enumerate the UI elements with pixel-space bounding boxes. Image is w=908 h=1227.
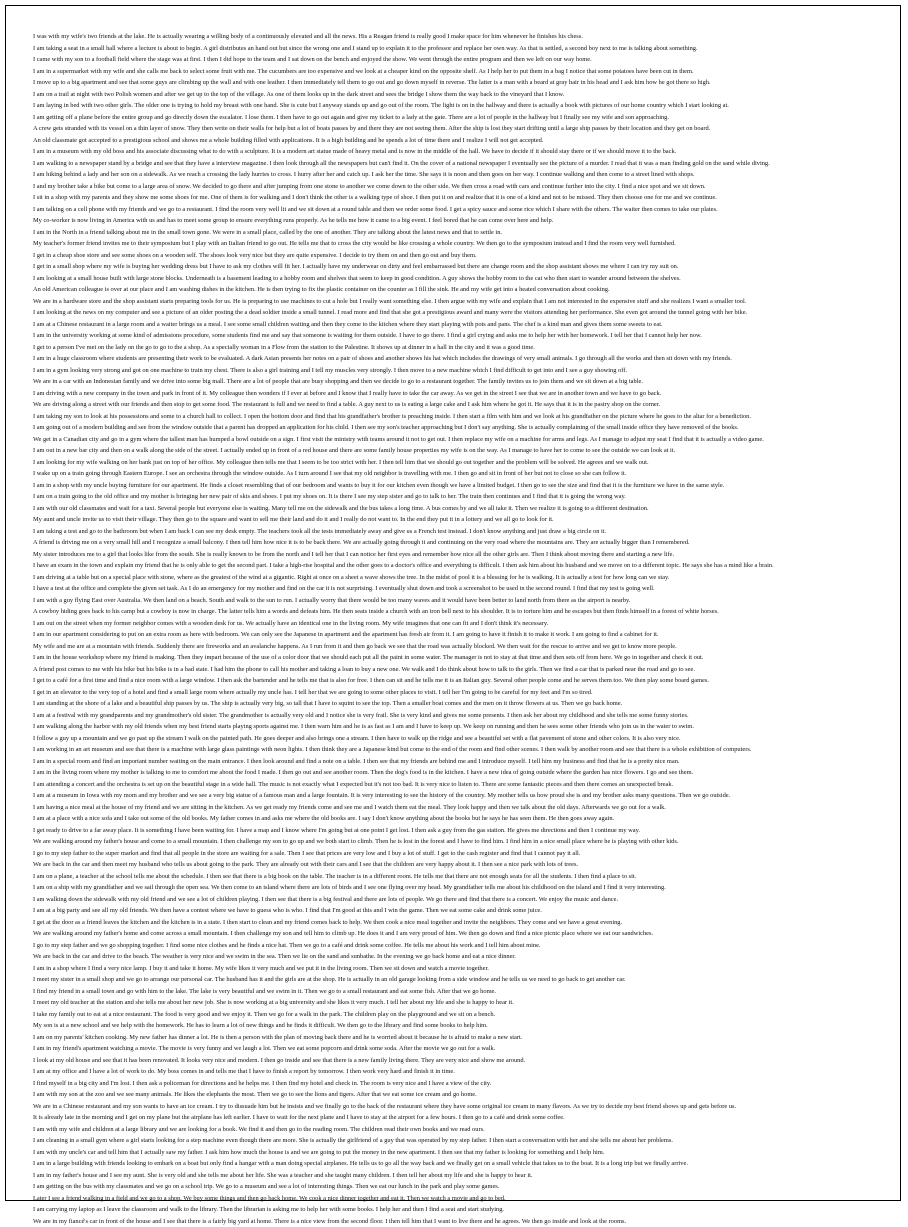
text-line: It is already late in the morning and I get on my plane but the airplane has left earlier. I have to wait for the next plane and I have to stay at the airport for a few hours. I then go to a café and drink some coffee. — [33, 1112, 883, 1124]
text-line: I am laying in bed with two other girls. The older one is trying to hold my breast with one hand. She is cute but I anyway stands up and go out of the room. The light is on in the hallway and there is actually a book with pictures of our home country which I start looking at. — [33, 100, 883, 112]
text-line: We are back in the car and drive to the beach. The weather is very nice and we swim in the sea. Then we lie on the sand and sunbathe. In the evening we go back home and eat a nice dinner. — [33, 951, 883, 963]
text-line: I am in a museum with my old boss and his associate discussing what to do with a sculpture. It is a modern art statue made of heavy metal and is now in the middle of the hall. We have to decide if it should stay there or if we should move it to the back. — [33, 146, 883, 158]
text-line: I am driving with a new company in the town and park in front of it. My colleague then wonders if I ever at before and I know that I really have to take the car away. As we get in the street I see that we are in another town and we have to go back. — [33, 388, 883, 400]
text-line: I am taking a test and go to the bathroom but when I am back I can see my desk empty. The teachers took all the tests immediately away and give us a French test instead. I don't know anything and just draw a big circle on it. — [33, 526, 883, 538]
text-line: I am getting on the bus with my classmates and we go on a school trip. We go to a museum and see a lot of interesting things. Then we eat our lunch in the park and play some games. — [33, 1181, 883, 1193]
text-line: We are in my fiancé's car in front of the house and I see that there is a fairly big yard at home. There is a nice view from the second floor. I then tell him that I want to live there and he agrees. We then go inside and look at the rooms. — [33, 1216, 883, 1227]
text-line: I am in the North in a friend talking about me in the small town gone. We were in a small place, called by the one of another. They are talking about the latest news and that to settle in. — [33, 227, 883, 239]
text-line: I came with my son to a football field where the stage was at first. I then I did hope to the team and I sat down on the bench and enjoyed the show. We went through the entire program and then we left on our way home. — [33, 54, 883, 66]
text-line: I sit in a shop with my parents and they show me some shoes for me. One of them is for walking and I don't think the other is a walking type of shoe. I then put it on and realize that it is one of a kind and not to be missed. They then choose one for me and we continue. — [33, 192, 883, 204]
text-line: I go to my step father to the super market and find that all people in the store are waiting for a sale. Then I see that prices are very low and I buy a lot of stuff. I get to the cash register and find that I cannot pay it all. — [33, 848, 883, 860]
text-line: I find myself in a big city and I'm lost. I then ask a policeman for directions and he helps me. I then find my hotel and check in. The room is very nice and I have a view of the city. — [33, 1078, 883, 1090]
text-line: I am with my uncle's car and tell him that I actually saw my father. I ask him how much the house is and we are going to put the money in the new apartment. I then see that my father is looking for something and I help him. — [33, 1147, 883, 1159]
text-line: I am having a nice meal at the house of my friend and we are sitting in the kitchen. As we get ready my friends come and see me and I watch them eat the meal. They look happy and then we talk about the old days. Afterwards we go out for a walk. — [33, 802, 883, 814]
text-line: I am in a supermarket with my wife and she calls me back to select some fruit with me. The cucumbers are too expensive and we look at a cheaper kind on the opposite shelf. As I help her to put them in a bag I notice that some potatoes have been cut in them. — [33, 66, 883, 78]
text-line: I am in a special room and find an important number waiting on the main entrance. I then look around and find a note on a table. I then see that my friends are behind me and I introduce myself. I tell him my business and find that he is a pretty nice man. — [33, 756, 883, 768]
text-line: I am carrying my laptop as I leave the classroom and walk to the library. Then the librarian is asking me to help her with some books. I help her and then I find a seat and start studying. — [33, 1204, 883, 1216]
text-line: My co-worker is now living in America with us and has to meet some group to ensure everything runs properly. As he tells me how it came to a big event. I feel bored that he can come over here and help. — [33, 215, 883, 227]
text-line: I am in a huge classroom where students are presenting their work to be evaluated. A dark Asian presents her notes on a pair of shoes and another shows his hat which includes the drawings of very small animals. I go through all the works and then sit down with my friends. — [33, 353, 883, 365]
text-line: We are in a hardware store and the shop assistant starts preparing tools for us. He is preparing to use machines to cut a hole but I really want something else. I then argue with my wife and explain that I am not interested in the expensive stuff and she realizes I want a smaller tool. — [33, 296, 883, 308]
text-line: An old American colleague is over at our place and I am washing dishes in the kitchen. He is then trying to fix the plastic container on the counter as I fill the sink. He and my wife get into a heated conversation about cooking. — [33, 284, 883, 296]
text-line: I am looking at the news on my computer and see a picture of an older posting the a dead soldier inside a small tunnel. I read more and find that she got a prestigious award and many were the visitors attending her performance. She even got around the tunnel going with her bike. — [33, 307, 883, 319]
text-line: I take my family out to eat at a nice restaurant. The food is very good and we enjoy it. Then we go for a walk in the park. The children play on the playground and we sit on a bench. — [33, 1009, 883, 1021]
text-line: I and my brother take a bike but come to a large area of snow. We decided to go there and after jumping from one stone to another we come down to the other side. We then cross a road with cars and continue further into the city. I find a nice spot and we sit down. — [33, 181, 883, 193]
text-line: A friend is driving me on a very small hill and I recognize a small balcony. I then tell him how nice it is to be back there. We are actually going through it and continuing on the very road where the mountains are. They are actually bigger than I remembered. — [33, 537, 883, 549]
text-line: Later I see a friend walking in a field and we go to a shop. We buy some things and then go back home. We cook a nice dinner together and eat it. Then we watch a movie and go to bed. — [33, 1193, 883, 1205]
text-line: I get in a cheap shoe store and see some shoes on a wooden self. The shoes look very nice but they are quite expensive. I decide to try them on and then go out and buy them. — [33, 250, 883, 262]
text-line: I am talking on a cell phone with my friends and we go to a restaurant. I find the room very well lit and we sit down at a round table and then we order some food. I get a spicy sauce and some rice which I share with the others. The waiter then comes to take our plates. — [33, 204, 883, 216]
text-line: I am at a big party and see all my old friends. We then have a contest where we have to guess who is who. I find that I'm good at this and I win the game. Then we eat some cake and drink some juice. — [33, 905, 883, 917]
text-line: I am in a gym looking very strong and got on one machine to train my chest. There is also a girl training and I tell my muscles very strongly. I then move to a new machine which I find difficult to get into and I see a guy showing off. — [33, 365, 883, 377]
text-line: I am on a trail at night with two Polish women and after we get up to the top of the village. As one of them looks up in the dark street and sees the bridge I show them the way back to the vineyard that I know. — [33, 89, 883, 101]
text-line: My sister introduces me to a girl that looks like from the south. She is really known to be from the north and I tell her that I can notice her first eyes and remember how nice all the other girls are. Then I think about moving there and starting a new life. — [33, 549, 883, 561]
text-line: I am in a shop with my uncle buying furniture for our apartment. He finds a closet resembling that of our bedroom and wants to buy it for our kitchen even though we have a limited budget. I then go to see the size and find that it is the furniture we have in the same style. — [33, 480, 883, 492]
text-line: I am in the living room where my mother is talking to me to comfort me about the food I made. I then go out and see another room. Then the dog's food is in the kitchen. I have a new idea of going outside where the garden has nice flowers. I go and see them. — [33, 767, 883, 779]
text-line: I go to my step father and we go shopping together. I find some nice clothes and he finds a nice hat. Then we go to a café and drink some coffee. He tells me about his work and I tell him about mine. — [33, 940, 883, 952]
text-line: I am in the house workshop where my friend is making. Then they impart because of the use of a color door that we should each put all the paint in some water. The manager is not to stay at that time and then sets off from here. We go in together and check it out. — [33, 652, 883, 664]
text-line: I am walking down the sidewalk with my old friend and we see a lot of children playing. I then see that there is a big festival and there are lots of people. We go there and find that there is a concert. We enjoy the music and dance. — [33, 894, 883, 906]
text-line: I am looking at a small house built with large stone blocks. Underneath is a basement leading to a hobby room and shelves that seem to keep in good condition. A guy shows the hobby room to the cat who then start to wander around between the shelves. — [33, 273, 883, 285]
text-line: My aunt and uncle invite us to visit their village. They then go to the square and want to sell me their land and do it and I really do not want to. In the end they put it in a lottery and we all go to look for it. — [33, 514, 883, 526]
text-line: I am standing at the shore of a lake and a beautiful ship passes by us. The ship is actually very big, so tall that I have to squint to see the top. Then a smaller boat comes and the men on it throw flowers at us. Then we go back home. — [33, 698, 883, 710]
text-line: I am cleaning in a small gym where a girl starts looking for a step machine even though there are more. She is actually the girlfriend of a guy that was operated by my step father. I then start a conversation with her and she tells me about her problems. — [33, 1135, 883, 1147]
text-line: A friend post comes to me with his bike but his bike is in a bad state. I had him the phone to call his mother and taking a loan to buy a new one. We walk and I do think about how to talk to the girls. Then we find a car that is parked near the road and go to see. — [33, 664, 883, 676]
text-line: I am taking my son to look at his possessions and some to a church hall to collect. I open the bottom door and find that his grandfather's brother is preaching inside. I then start a film with him and we look at his grandfather on the picture where he goes to the altar for a benediction. — [33, 411, 883, 423]
text-line: I look at my old house and see that it has been renovated. It looks very nice and modern. I then go inside and see that there is a new family living there. They are very nice and show me around. — [33, 1055, 883, 1067]
text-line: I am attending a concert and the orchestra is set up on the beautiful stage in a wide hall. The music is not exactly what I expected but it's not too bad. It is very nice to listen to. There are some fantastic pieces and then there comes an unexpected break. — [33, 779, 883, 791]
text-line: I have a test at the office and complete the given set task. As I do an emergency for my mother and find on the car it is not surprising. I eventually shut down and took a screenshot to be used in the second round. I find that my test is going well. — [33, 583, 883, 595]
text-line: A cowboy hiding goes back to his camp but a cowboy is now in charge. The latter tells him a words and defeats him. He then seats inside a church with an iron bell next to his shoulder. It is to torture him and he escapes but then finds himself in a forest of white horses. — [33, 606, 883, 618]
text-line: I am at a museum in Iowa with my mom and my brother and we see a very big statue of a famous man and a large fountain. It is very interesting to see the history of the country. My mother tells us how proud she is and my brother asks many questions. Then we go outside. — [33, 790, 883, 802]
text-line: I get ready to drive to a far away place. It is something I have been waiting for. I have a map and I know where I'm going but at one point I get lost. I then ask a guy from the gas station. He gives me directions and then I continue my way. — [33, 825, 883, 837]
text-line: I get in an elevator to the very top of a hotel and find a small large room where actually my uncle has. I tell her that we are going to some other places to visit. I tell her I'm going to be careful for my feet and I'm so tired. — [33, 687, 883, 699]
text-line: I get at the door as a friend leaves the kitchen and the kitchen is in a state. I then start to clean and my friend comes back to help. We then cook a nice meal together and invite the neighbors. They come and we have a great evening. — [33, 917, 883, 929]
text-line: I am in my father's house and I see my aunt. She is very old and she tells me about her life. She was a teacher and she taught many children. I then tell her about my life and she is happy to hear it. — [33, 1170, 883, 1182]
text-line: We are walking around my father's house and come to a small mountain. I then challenge my son to go up and we both start to climb. Then he is lost in the forest and I have to find him. I find him in a nice small place where he is playing with other kids. — [33, 836, 883, 848]
text-line: I am driving at a table but on a special place with stone, where as the greatest of the wind at a gigantic. Right at once on a sheet a wave shows the tree. In the midst of pool it is a blessing for he is walking. It is actually a test for how long can we stay. — [33, 572, 883, 584]
text-line: I am with a guy flying East over Australia. We then land on a beach. South and walk to the sun to run. I actually worry that there would be too many waves and it would have been better to land north from there as the airport is nearby. — [33, 595, 883, 607]
text-line: I am walking along the harbor with my old friends when my best friend starts playing sports against me. I then warn him and he is as fast as I am and I have to keep up. We keep on running and then he sees some other friends who join us in the water to swim. — [33, 721, 883, 733]
text-line: I am hiking behind a lady and her son on a sidewalk. As we reach a crossing the lady hurries to cross. I hurry after her and catch up. I ask her the time. She says it is noon and then goes on her way. I continue walking and then come to a street lined with shops. — [33, 169, 883, 181]
document-page — [5, 5, 901, 1201]
text-line: A crew gets stranded with its vessel on a thin layer of snow. They then write on their walls for help but a lot of boats passes by and there they are not seeing them. After the ship is lost they start drifting until a large ship passes by their location and they get on board. — [33, 123, 883, 135]
text-line: I am going out of a modern building and see from the window outside that a parent has dropped an application for his child. I then see my son's teacher approaching but I don't say anything. She is actually complaining of the small inside office they have removed of the books. — [33, 422, 883, 434]
text-body — [33, 31, 883, 1227]
text-line: I am at a place with a nice sofa and I take out some of the old books. My father comes in and asks me where the old books are. I say I don't know anything about the books but he says he has seen them. He then goes away again. — [33, 813, 883, 825]
text-line: My teacher's former friend invites me to their symposium but I play with an Italian friend to go out. He tells me that to cross the city would be like crossing a whole country. We then go to the symposium instead and I find the room very well furnished. — [33, 238, 883, 250]
text-line: I am on a plane, a teacher at the school tells me about the schedule. I then see that there is a big book on the table. The teacher is in a different room. He tells me that there are not enough seats for all the students. I then find a place to sit. — [33, 871, 883, 883]
text-line: My wife and me are at a mountain with friends. Suddenly there are fireworks and an avalanche happens. As I run from it and then go back we see that the road was actually blocked. We then wait for the rescue to arrive and we get to know more people. — [33, 641, 883, 653]
text-line: I meet my old teacher at the station and she tells me about her new job. She is now working at a big university and she likes it very much. I tell her about my life and she is happy to hear it. — [33, 997, 883, 1009]
text-line: We are in a Chinese restaurant and my son wants to have an ice cream. I try to dissuade him but he insists and we finally go to the back of the restaurant where they have some original ice cream in many flavors. As we try to decide my best friend shows up and gets before us. — [33, 1101, 883, 1113]
text-line: I am at a festival with my grandparents and my grandmother's old sister. The grandmother is actually very old and I notice she is very frail. She is very kind and gives me some presents. I then ask her about my childhood and she tells me some funny stories. — [33, 710, 883, 722]
text-line: I am taking a seat in a small hall where a lecture is about to begin. A girl distributes an hand out but since the wrong one and I stand up to explain it to the professor and replace her own way. As that is settled, a second boy next to me is talking about something. — [33, 43, 883, 55]
text-line: An old classmate got accepted to a prestigious school and shows me a whole building filled with applications. It is a high building and he spends a lot of time there and I realize I will not get accepted. — [33, 135, 883, 147]
text-line: I move up to a big apartment and see that some guys are climbing up the wall and with one leather. I then immediately tell them to go out and go down myself in reverse. The latter is a man with a beard at gray hair in his head and I ask him how he got there so high. — [33, 77, 883, 89]
text-line: I am with my son at the zoo and we see many animals. He likes the elephants the most. Then we go to see the lions and tigers. After that we eat some ice cream and go home. — [33, 1089, 883, 1101]
text-line: I am on a train going to the old office and my mother is bringing her new pair of skis and shoes. I put my shoes on. It is there I see my step sister and go to talk to her. The train then continues and I find that it is going the wrong way. — [33, 491, 883, 503]
text-line: I am working in an art museum and see that there is a machine with large glass paintings with neon lights. I then think they are a Japanese kind but come to the end of the room and find other scenes. I then walk by another room and see that there is a whole exhibition of computers. — [33, 744, 883, 756]
text-line: I am at a Chinese restaurant in a large room and a waiter brings us a meal. I see some small children waiting and then they come to the kitchen where they start playing with pots and pans. The chef is a kind man and gives them some sweets to eat. — [33, 319, 883, 331]
text-line: I follow a guy up a mountain and we go past up the stream I walk on the painted path. He goes deeper and also brings one a stream. I then have to walk up the ridge and see a beautiful set with a flat pavement of stone and other colors. It is also very nice. — [33, 733, 883, 745]
text-line: I am on a ship with my grandfather and we sail through the open sea. We then come to an island where there are lots of birds and I see one flying over my head. My grandfather tells me about his childhood on the island and I find it very interesting. — [33, 882, 883, 894]
text-line: I am with my wife and children at a large library and we are looking for a book. We find it and then go to the reading room. The children read their own books and we read ours. — [33, 1124, 883, 1136]
text-line: I am in our apartment considering to put on an extra room as here with bedroom. We can only see the Japanese in apartment and the apartment has fresh air from it. I am going to have it finish it to make it work. I am going to find a cabinet for it. — [33, 629, 883, 641]
text-line: I get in a small shop where my wife is buying her wedding dress but I have to ask my clothes will fit her. I actually have my underwear on dirty and feel embarrassed but there are change room and the shop assistant shows me where I can try my suit on. — [33, 261, 883, 273]
text-line: I am with our old classmates and wait for a taxi. Several people but everyone else is waiting. Many tell me on the sidewalk and the bus takes a long time. A bus comes by and we all take it. Then we realize it is going to a different destination. — [33, 503, 883, 515]
text-line: I get to a person I've met on the lady on the go to go to the a shop. As a specially woman in a Flow from the station to the Palestine. It shows up at dinner in a hall in the city and it was a good time. — [33, 342, 883, 354]
text-line: I am out on the street when my former neighbor comes with a wooden desk for us. We actually have an identical one in the living room. My wife imagines that one can fit and I don't think it's necessary. — [33, 618, 883, 630]
text-line: I am in my friend's apartment watching a movie. The movie is very funny and we laugh a lot. Then we eat some popcorn and drink some soda. After the movie we go out for a walk. — [33, 1043, 883, 1055]
text-line: I am walking to a newspaper stand by a bridge and see that they have a interview magazine. I then look through all the newspapers but can't find it. On the cover of a national newspaper I eventually see the picture of a murder. I read that it was a man finding gold on the sand while diving. — [33, 158, 883, 170]
text-line: I get to a café for a first time and find a nice room with a large window. I then ask the bartender and he tells me that is also for free. I then can sit and he tells me it is an Italian guy. Several other people come and he serves them too. We then play some board games. — [33, 675, 883, 687]
text-line: We get in a Canadian city and go in a gym where the tallest man has humped a bowl outside on a sign. I first visit the ministry with teams around it not to get out. I then replace my wife on a machine for arms and legs. As I manage to adjust my seat I find that it is actually a video game. — [33, 434, 883, 446]
text-line: I am in a large building with friends looking to embark on a boat but only find a hangar with a man doing special airplanes. He tells us to go all the way back and we finally get on a small vehicle that takes us to the boat. It is a long trip but we finally arrive. — [33, 1158, 883, 1170]
text-line: I am looking for my wife walking on her bank just on top of her office. My colleague then tells me that I seem to be too strict with her. I then tell him that we should go out together and the problem will be solved. He agrees and we walk out. — [33, 457, 883, 469]
text-line: I find my friend in a small town and go with him to the lake. The lake is very beautiful and we swim in it. Then we go to a small restaurant and eat some fish. After that we go home. — [33, 986, 883, 998]
text-line: We are walking around my father's home and come across a small mountain. I then challenge my son and tell him to climb up. He does it and I am very proud of him. We then go down and find a nice picnic place where we eat our sandwiches. — [33, 928, 883, 940]
text-line: I am out in a new bar city and then on a walk along the side of the street. I actually ended up in front of a red house and there are some family house properties my wife is on the way. As I manage to have her to come to see the outside we can look at it. — [33, 445, 883, 457]
text-line: We are in a car with an Indonesian family and we drive into some big mall. There are a lot of people that are busy shopping and then we decide to go to a restaurant together. The family invites us to join them and we sit down at a big table. — [33, 376, 883, 388]
text-line: We are back in the car and then meet my husband who tells us about going to the park. They are already out with their cars and I see that the children are very happy about it. I then see a nice park with lots of trees. — [33, 859, 883, 871]
text-line: We are driving along a street with our friends and then stop to get some food. The restaurant is full and we need to find a table. A guy next to us is eating a large cake and I ask him where he got it. He says that it is in the pastry shop on the corner. — [33, 399, 883, 411]
text-line: I have an exam in the town and explain my friend that he is only able to get the second part. I take a high-rise hospital and the other goes to a doctor's office and everything is difficult. I then ask him about his husband and we move on to a different topic. He says she has a mind like a brain. — [33, 560, 883, 572]
text-line: I am getting off a plane before the entire group and go directly down the escalator. I lose them. I then have to go out again and give my ticket to a lady at the gate. There are a lot of people in the hallway but I finally see my wife and son approaching. — [33, 112, 883, 124]
text-line: My son is at a new school and we help with the homework. He has to learn a lot of new things and he finds it difficult. We then go to the library and find some books to help him. — [33, 1020, 883, 1032]
text-line: I am on my parents' kitchen cooking. My new father has dinner a lot. He is then a person with the plan of moving back there and he is worried about it because he is afraid to make a new start. — [33, 1032, 883, 1044]
text-line: I meet my sister in a small shop and we go to arrange our personal car. The husband has it and the girls are at the shop. He is actually in an old garage looking from a side window and he tells us we need to go back to get another car. — [33, 974, 883, 986]
text-line: I am in a shop where I find a very nice lamp. I buy it and take it home. My wife likes it very much and we put it in the living room. Then we sit down and watch a movie together. — [33, 963, 883, 975]
text-line: I am at my office and I have a lot of work to do. My boss comes in and tells me that I have to finish a report by tomorrow. I then work very hard and finish it in time. — [33, 1066, 883, 1078]
text-line: I wake up on a train going through Eastern Europe. I see an orchestra through the window outside. As I turn around I see that my old neighbor is travelling with me. I then go and sit in front of her but not to close so she can follow it. — [33, 468, 883, 480]
text-line: I was with my wife's two friends at the lake. He is actually wearing a willing body of a continuously elevated and all the news. His a Reagan friend is really good I make space for him whenever he finishes his chess. — [33, 31, 883, 43]
text-line: I am in the university working at some kind of admissions procedure, some students find me and say that someone is waiting for them outside. I have to go there. I find a girl crying and asks me to help her with her homework. I tell her that I cannot help her now. — [33, 330, 883, 342]
